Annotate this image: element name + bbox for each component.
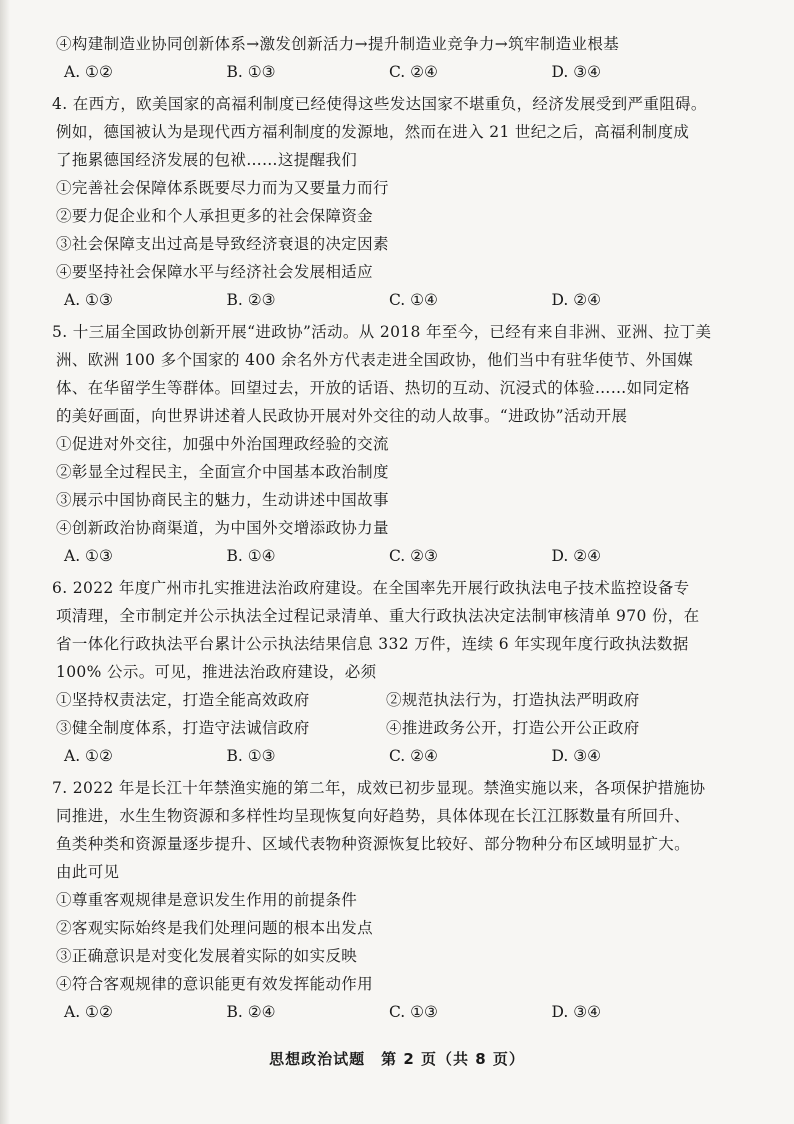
- q5-choice-c[interactable]: C. ②③: [389, 547, 438, 565]
- question-5: [52, 318, 714, 570]
- scan-edge-shadow: [0, 0, 10, 1124]
- q7-statement-1: ①尊重客观规律是意识发生作用的前提条件: [56, 891, 358, 909]
- q6-stem-line-1: 6. 2022 年度广州市扎实推进法治政府建设。在全国率先开展行政执法电子技术监控设备专: [52, 579, 690, 597]
- q6-statement-1: ①坚持权责法定，打造全能高效政府: [56, 691, 310, 709]
- q6-stem-line-3: 省一体化行政执法平台累计公示执法结果信息 332 万件，连续 6 年实现年度行政执法数据: [56, 635, 689, 653]
- q3-choice-d[interactable]: D. ③④: [551, 63, 602, 81]
- q7-choice-a[interactable]: A. ①②: [64, 1003, 113, 1021]
- q6-statement-3: ③健全制度体系，打造守法诚信政府: [56, 719, 310, 737]
- q4-stem-line-3: 了拖累德国经济发展的包袱……这提醒我们: [56, 151, 358, 169]
- q6-choice-a[interactable]: A. ①②: [64, 747, 113, 765]
- q3-choice-c[interactable]: C. ②④: [389, 63, 438, 81]
- q5-choice-d[interactable]: D. ②④: [551, 547, 602, 565]
- q5-stem-line-2: 洲、欧洲 100 多个国家的 400 余名外方代表走进全国政协，他们当中有驻华使节、外国媒: [56, 351, 694, 369]
- q4-statement-1: ①完善社会保障体系既要尽力而为又要量力而行: [56, 179, 389, 197]
- q6-choice-b[interactable]: B. ①③: [226, 747, 276, 765]
- q7-choice-b[interactable]: B. ②④: [226, 1003, 276, 1021]
- q5-statement-4: ④创新政治协商渠道，为中国外交增添政协力量: [56, 519, 389, 537]
- q7-stem-line-4: 由此可见: [56, 863, 120, 881]
- q5-choice-b[interactable]: B. ①④: [226, 547, 276, 565]
- q5-statement-1: ①促进对外交往，加强中外治国理政经验的交流: [56, 435, 389, 453]
- q4-choice-b[interactable]: B. ②③: [226, 291, 276, 309]
- q4-stem-line-2: 例如，德国被认为是现代西方福利制度的发源地，然而在进入 21 世纪之后，高福利制度成: [56, 123, 690, 141]
- q6-statements: [56, 686, 714, 742]
- q7-statement-3: ③正确意识是对变化发展着实际的如实反映: [56, 947, 358, 965]
- question-4: [52, 90, 714, 314]
- q7-statement-2: ②客观实际始终是我们处理问题的根本出发点: [56, 919, 374, 937]
- q4-choice-d[interactable]: D. ②④: [551, 291, 602, 309]
- q6-statement-2: ②规范执法行为，打造执法严明政府: [386, 691, 640, 709]
- q3-choices: [56, 58, 714, 86]
- q4-choice-a[interactable]: A. ①③: [64, 291, 113, 309]
- q7-choice-d[interactable]: D. ③④: [551, 1003, 602, 1021]
- q3-choice-a[interactable]: A. ①②: [64, 63, 113, 81]
- q4-statement-2: ②要力促企业和个人承担更多的社会保障资金: [56, 207, 374, 225]
- q5-choices: [56, 542, 714, 570]
- q7-statement-4: ④符合客观规律的意识能更有效发挥能动作用: [56, 975, 374, 993]
- q5-stem-line-3: 体、在华留学生等群体。回望过去，开放的话语、热切的互动、沉浸式的体验……如同定格: [56, 379, 691, 397]
- q7-choice-c[interactable]: C. ①③: [389, 1003, 438, 1021]
- q5-stem-line-1: 5. 十三届全国政协创新开展“进政协”活动。从 2018 年至今，已经有来自非洲、亚洲、拉丁美: [52, 323, 712, 341]
- question-6: [52, 574, 714, 770]
- question-7: [52, 774, 714, 1026]
- q7-stem-line-2: 同推进，水生生物资源和多样性均呈现恢复向好趋势，具体体现在长江江豚数量有所回升、: [56, 807, 691, 825]
- q7-stem-line-3: 鱼类种类和资源量逐步提升、区域代表物种资源恢复比较好、部分物种分布区域明显扩大。: [56, 835, 691, 853]
- q6-choice-d[interactable]: D. ③④: [551, 747, 602, 765]
- q4-statement-3: ③社会保障支出过高是导致经济衰退的决定因素: [56, 235, 389, 253]
- q6-statement-4: ④推进政务公开，打造公开公正政府: [386, 719, 640, 737]
- q5-choice-a[interactable]: A. ①③: [64, 547, 113, 565]
- q4-stem-line-1: 4. 在西方，欧美国家的高福利制度已经使得这些发达国家不堪重负，经济发展受到严重阻碍。: [52, 95, 707, 113]
- question-3-tail: [56, 30, 714, 86]
- q6-stem-line-4: 100% 公示。可见，推进法治政府建设，必须: [56, 663, 377, 681]
- q5-statement-3: ③展示中国协商民主的魅力，生动讲述中国故事: [56, 491, 389, 509]
- q3-statement-4: ④构建制造业协同创新体系→激发创新活力→提升制造业竞争力→筑牢制造业根基: [56, 35, 620, 53]
- q6-stem-line-2: 项清理，全市制定并公示执法全过程记录清单、重大行政执法决定法制审核清单 970 份，在: [56, 607, 700, 625]
- q4-choices: [56, 286, 714, 314]
- q6-choices: [56, 742, 714, 770]
- q5-stem-line-4: 的美好画面，向世界讲述着人民政协开展对外交往的动人故事。“进政协”活动开展: [56, 407, 628, 425]
- q3-choice-b[interactable]: B. ①③: [226, 63, 276, 81]
- q6-choice-c[interactable]: C. ②④: [389, 747, 438, 765]
- q7-choices: [56, 998, 714, 1026]
- q4-choice-c[interactable]: C. ①④: [389, 291, 438, 309]
- q5-statement-2: ②彰显全过程民主，全面宣介中国基本政治制度: [56, 463, 389, 481]
- q4-statement-4: ④要坚持社会保障水平与经济社会发展相适应: [56, 263, 374, 281]
- q7-stem-line-1: 7. 2022 年是长江十年禁渔实施的第二年，成效已初步显现。禁渔实施以来，各项保护措施协: [52, 779, 706, 797]
- page-footer: 思想政治试题 第 2 页（共 8 页）: [269, 1050, 525, 1068]
